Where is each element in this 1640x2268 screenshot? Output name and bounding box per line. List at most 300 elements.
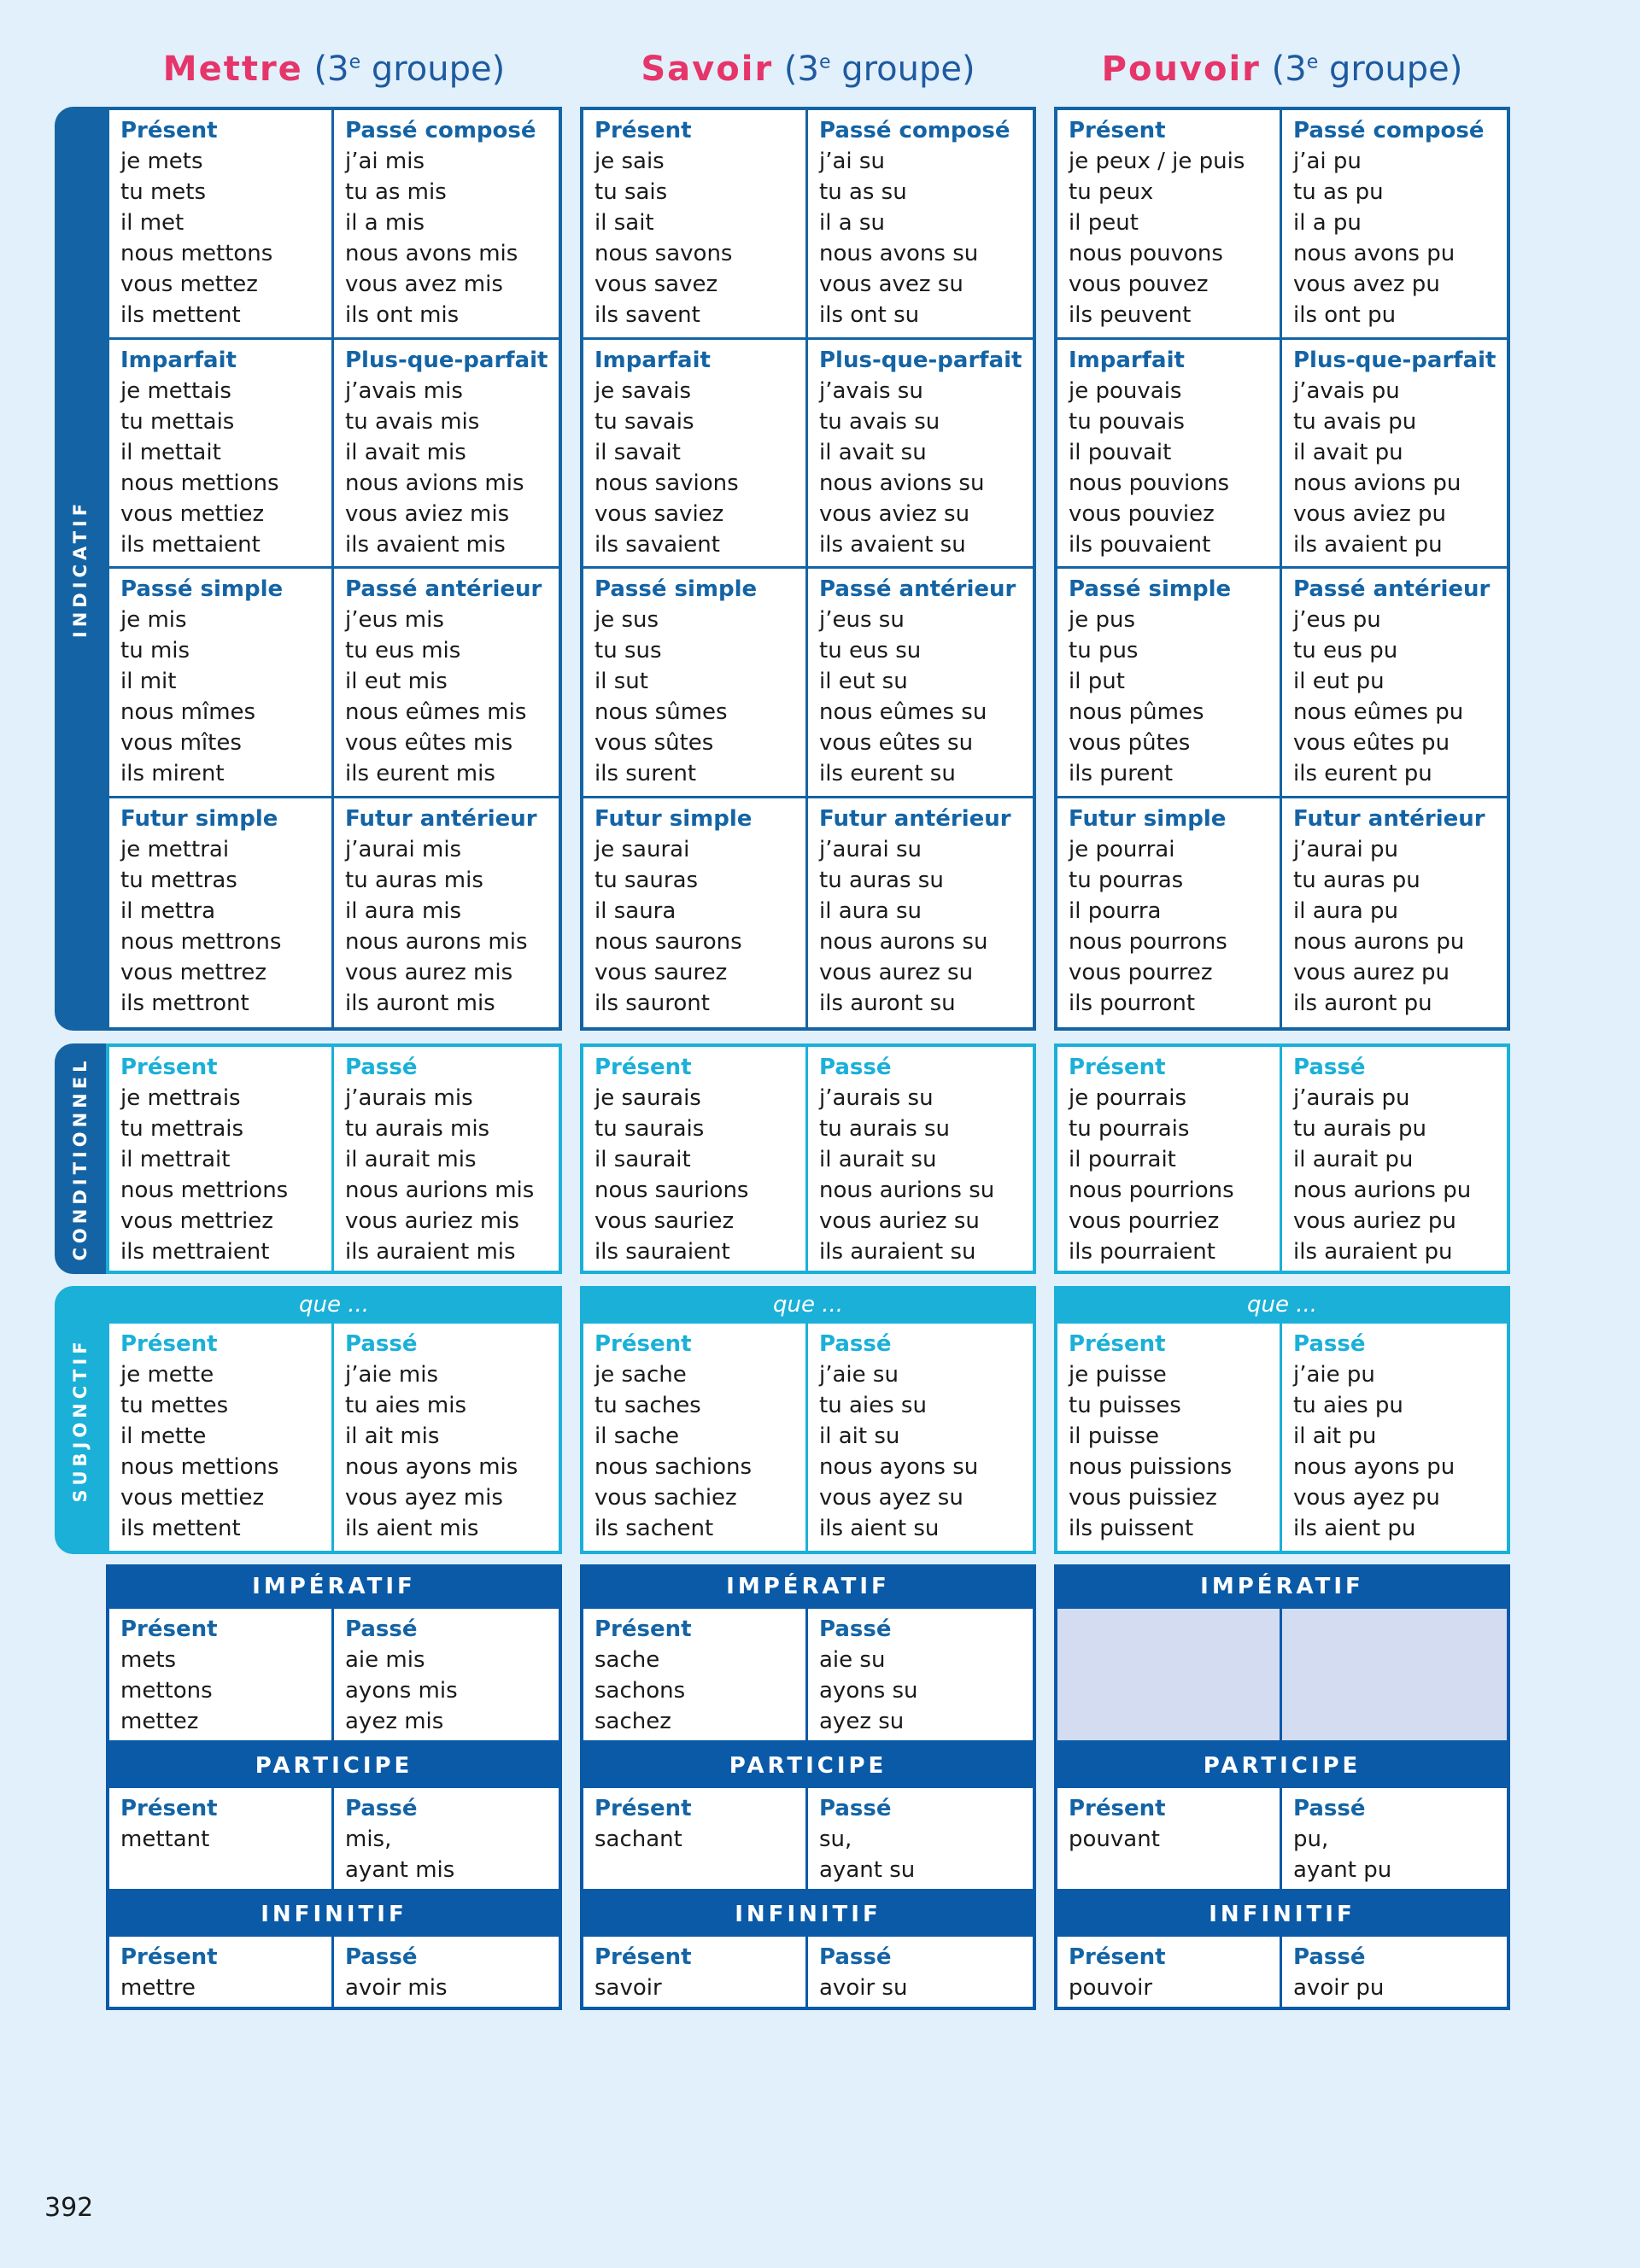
- conjugation-line: tu pourrais: [1069, 1116, 1190, 1142]
- conjugation-line: tu pouvais: [1069, 408, 1185, 435]
- tense-heading: Passé simple: [594, 576, 758, 602]
- conjugation-line: nous ayons mis: [345, 1454, 518, 1480]
- conjugation-line: mettant: [120, 1827, 210, 1852]
- tense-heading: Futur antérieur: [1293, 805, 1485, 832]
- infinitif-band: INFINITIF: [580, 1892, 1036, 1937]
- conjugation-line: vous aurez mis: [345, 959, 513, 985]
- conjugation-line: savoir: [594, 1975, 662, 2001]
- conjugation-line: vous aurez su: [819, 959, 974, 985]
- participe-cell: [808, 1788, 1033, 1889]
- tense-cell: [334, 569, 559, 798]
- participe-section: [106, 1788, 562, 1892]
- conjugation-line: je sais: [594, 149, 665, 174]
- imperatif-cell: [1057, 1609, 1282, 1740]
- conjugation-line: je pourrais: [1069, 1085, 1186, 1111]
- verb-name: Mettre: [162, 50, 303, 89]
- conjugation-line: tu pourras: [1069, 867, 1184, 893]
- conjugation-line: il mettrait: [120, 1147, 231, 1172]
- tense-heading: Passé composé: [345, 118, 536, 143]
- tense-heading: Futur antérieur: [819, 805, 1011, 832]
- conjugation-line: tu mis: [120, 638, 190, 663]
- imperatif-cell: [109, 1609, 334, 1740]
- tense-cell: [1282, 340, 1507, 570]
- tense-heading: Présent: [120, 1055, 218, 1080]
- conjugation-line: nous saurons: [594, 928, 742, 955]
- conjugation-line: il mettra: [120, 897, 216, 924]
- conjugation-line: vous aviez pu: [1293, 500, 1447, 527]
- conjugation-line: ayez su: [819, 1709, 905, 1734]
- conjugation-line: tu auras mis: [345, 867, 483, 893]
- conjugation-line: nous mettrions: [120, 1178, 289, 1203]
- conjugation-line: ils aient mis: [345, 1516, 479, 1541]
- tense-heading: Présent: [1069, 118, 1166, 143]
- conjugation-line: il sait: [594, 210, 654, 236]
- side-label-subjonctif-text: SUBJONCTIF: [70, 1337, 91, 1503]
- tense-heading: Passé: [1293, 1331, 1366, 1357]
- tense-cell: [334, 1324, 559, 1551]
- conjugation-line: tu sus: [594, 638, 662, 663]
- conjugation-line: vous mettiez: [120, 500, 265, 527]
- conjugation-line: tu peux: [1069, 179, 1154, 205]
- conjugation-line: ils avaient pu: [1293, 531, 1443, 558]
- conjugation-line: nous eûmes su: [819, 699, 987, 725]
- conjugation-line: il pourrait: [1069, 1147, 1176, 1172]
- conjugation-line: tu mettrais: [120, 1116, 244, 1142]
- conjugation-line: ils purent: [1069, 761, 1174, 786]
- conjugation-line: ils sauront: [594, 990, 710, 1016]
- conjugation-line: vous mettiez: [120, 1485, 265, 1511]
- conjugation-line: tu mets: [120, 179, 207, 205]
- tense-heading: Imparfait: [594, 347, 711, 373]
- conjugation-line: ils ont mis: [345, 302, 460, 328]
- conjugation-line: ils auront su: [819, 990, 956, 1016]
- conjugation-line: aie su: [819, 1647, 886, 1673]
- conjugation-line: vous sauriez: [594, 1208, 735, 1234]
- tense-heading: Présent: [120, 1796, 218, 1821]
- conjugation-line: ayons su: [819, 1678, 918, 1704]
- conjugation-line: pouvant: [1069, 1827, 1160, 1852]
- conjugation-line: je pouvais: [1069, 377, 1182, 404]
- infinitif-section: [1054, 1937, 1510, 2010]
- conjugation-line: je sus: [594, 607, 659, 633]
- conjugation-line: nous mettions: [120, 1454, 279, 1480]
- tense-heading: Présent: [120, 1944, 218, 1970]
- tense-heading: Présent: [120, 118, 218, 143]
- conjugation-line: je peux / je puis: [1069, 149, 1245, 174]
- imperatif-band: IMPÉRATIF: [1054, 1564, 1510, 1609]
- conjugation-line: nous avions pu: [1293, 470, 1461, 496]
- tense-cell: [334, 340, 559, 570]
- conjugation-line: tu avais su: [819, 408, 940, 435]
- conjugation-line: j’aie mis: [345, 1362, 439, 1388]
- conjugation-line: ils sachent: [594, 1516, 714, 1541]
- conjugation-line: nous aurions mis: [345, 1178, 535, 1203]
- conjugation-line: ils aient pu: [1293, 1516, 1416, 1541]
- conjugation-line: il mit: [120, 669, 177, 694]
- conjugation-line: tu puisses: [1069, 1393, 1181, 1418]
- conjugation-line: nous mettrons: [120, 928, 282, 955]
- conjugation-line: il saura: [594, 897, 676, 924]
- conjugation-line: vous aviez su: [819, 500, 970, 527]
- conjugation-line: ils avaient mis: [345, 531, 506, 558]
- conjugation-line: ils sauraient: [594, 1239, 730, 1265]
- conjugation-line: mettre: [120, 1975, 196, 2001]
- tense-heading: Imparfait: [1069, 347, 1185, 373]
- conjugation-line: vous puissiez: [1069, 1485, 1217, 1511]
- conjugation-line: ils pourraient: [1069, 1239, 1215, 1265]
- conjugation-line: ayant pu: [1293, 1857, 1392, 1883]
- conjugation-line: nous pouvons: [1069, 241, 1223, 266]
- imperatif-cell: [1282, 1609, 1507, 1740]
- verb-title: [580, 50, 1036, 89]
- conjugation-line: ils ont su: [819, 302, 920, 328]
- conditionnel-section: [1054, 1043, 1510, 1274]
- conjugation-line: nous pourrons: [1069, 928, 1227, 955]
- conjugation-line: tu mettras: [120, 867, 237, 893]
- conjugation-line: je mets: [120, 149, 203, 174]
- conjugation-line: tu avais pu: [1293, 408, 1417, 435]
- tense-cell: [334, 798, 559, 1028]
- conjugation-line: tu auras su: [819, 867, 944, 893]
- conjugation-line: tu eus su: [819, 638, 922, 663]
- conjugation-line: il sache: [594, 1423, 679, 1449]
- conjugation-line: il aura pu: [1293, 897, 1398, 924]
- imperatif-section: [106, 1609, 562, 1744]
- conjugation-line: il aurait mis: [345, 1147, 477, 1172]
- conjugation-line: nous ayons su: [819, 1454, 979, 1480]
- conjugation-line: tu as pu: [1293, 179, 1384, 205]
- conditionnel-section: [106, 1043, 562, 1274]
- conjugation-line: il mettait: [120, 439, 221, 465]
- conjugation-line: vous pourrez: [1069, 959, 1213, 985]
- tense-heading: Passé: [345, 1331, 418, 1357]
- tense-cell: [808, 798, 1033, 1028]
- conjugation-line: ils surent: [594, 761, 697, 786]
- tense-heading: Passé antérieur: [819, 576, 1016, 602]
- tense-heading: Passé simple: [120, 576, 284, 602]
- conjugation-line: nous aurions pu: [1293, 1178, 1472, 1203]
- conjugation-line: avoir su: [819, 1975, 908, 2001]
- imperatif-cell: [583, 1609, 808, 1740]
- infinitif-cell: [808, 1937, 1033, 2007]
- tense-cell: [109, 1324, 334, 1551]
- tense-cell: [1057, 1324, 1282, 1551]
- conjugation-line: j’aurais su: [819, 1085, 934, 1111]
- imperatif-section: [580, 1609, 1036, 1744]
- verb-group: (3e groupe): [783, 50, 975, 89]
- conditionnel-section: [580, 1043, 1036, 1274]
- conjugation-line: j’aurais mis: [345, 1085, 473, 1111]
- infinitif-section: [580, 1937, 1036, 2010]
- conjugation-line: je pus: [1069, 607, 1136, 633]
- tense-cell: [583, 1324, 808, 1551]
- conjugation-line: vous avez su: [819, 272, 964, 297]
- conjugation-line: ayez mis: [345, 1709, 444, 1734]
- conjugation-line: vous savez: [594, 272, 718, 297]
- tense-heading: Futur simple: [120, 805, 278, 832]
- conjugation-line: ils pourront: [1069, 990, 1196, 1016]
- conjugation-line: je mis: [120, 607, 187, 633]
- conjugation-line: vous eûtes pu: [1293, 730, 1450, 756]
- conjugation-line: nous aurions su: [819, 1178, 995, 1203]
- conjugation-line: il pouvait: [1069, 439, 1172, 465]
- conjugation-line: vous auriez pu: [1293, 1208, 1456, 1234]
- conjugation-line: il avait mis: [345, 439, 466, 465]
- infinitif-cell: [334, 1937, 559, 2007]
- tense-heading: Présent: [594, 1796, 692, 1821]
- conjugation-line: il a mis: [345, 210, 425, 236]
- conjugation-line: tu aies pu: [1293, 1393, 1403, 1418]
- conjugation-line: ils mettaient: [120, 531, 261, 558]
- tense-heading: Présent: [594, 1055, 692, 1080]
- conjugation-line: il ait mis: [345, 1423, 440, 1449]
- conjugation-line: nous pourrions: [1069, 1178, 1234, 1203]
- participe-cell: [1282, 1788, 1507, 1889]
- conjugation-line: sachez: [594, 1709, 671, 1734]
- tense-heading: Plus-que-parfait: [345, 347, 548, 373]
- conjugation-line: je mettrais: [120, 1085, 241, 1111]
- participe-section: [580, 1788, 1036, 1892]
- verb-title: [106, 50, 562, 89]
- conjugation-line: je mette: [120, 1362, 214, 1388]
- conjugation-line: tu aurais pu: [1293, 1116, 1426, 1142]
- imperatif-cell: [808, 1609, 1033, 1740]
- conjugation-line: il a su: [819, 210, 885, 236]
- conjugation-line: tu saches: [594, 1393, 701, 1418]
- conjugation-line: il avait pu: [1293, 439, 1403, 465]
- conjugation-line: avoir mis: [345, 1975, 448, 2001]
- conjugation-line: il aurait pu: [1293, 1147, 1414, 1172]
- tense-heading: Présent: [594, 1944, 692, 1970]
- conjugation-line: j’ai mis: [345, 149, 425, 174]
- tense-heading: Plus-que-parfait: [1293, 347, 1496, 373]
- conjugation-line: nous sachions: [594, 1454, 753, 1480]
- conjugation-line: nous saurions: [594, 1178, 749, 1203]
- conjugation-line: ils aient su: [819, 1516, 940, 1541]
- conjugation-line: ils savent: [594, 302, 700, 328]
- conjugation-line: ils eurent su: [819, 761, 956, 786]
- conjugation-line: vous mîtes: [120, 730, 242, 756]
- indicatif-section: [106, 107, 562, 1031]
- side-label-conditionnel-text: CONDITIONNEL: [70, 1056, 91, 1261]
- conjugation-line: tu savais: [594, 408, 694, 435]
- conjugation-line: nous mîmes: [120, 699, 256, 725]
- conjugation-line: aie mis: [345, 1647, 425, 1673]
- conjugation-line: mettez: [120, 1709, 199, 1734]
- conjugation-line: sachons: [594, 1678, 686, 1704]
- tense-cell: [808, 340, 1033, 570]
- side-label-subjonctif: [55, 1286, 106, 1554]
- tense-heading: Passé composé: [1293, 118, 1485, 143]
- subjonctif-que-bar: que ...: [1054, 1286, 1510, 1324]
- verb-group: (3e groupe): [313, 50, 506, 89]
- tense-heading: Présent: [1069, 1331, 1166, 1357]
- conjugation-line: il a pu: [1293, 210, 1362, 236]
- conjugation-line: nous pûmes: [1069, 699, 1204, 725]
- tense-heading: Futur antérieur: [345, 805, 537, 832]
- tense-heading: Passé: [345, 1796, 418, 1821]
- conjugation-line: nous aurons pu: [1293, 928, 1465, 955]
- tense-cell: [1282, 569, 1507, 798]
- tense-heading: Passé: [1293, 1055, 1366, 1080]
- conjugation-line: nous avons pu: [1293, 241, 1456, 266]
- conjugation-line: ils avaient su: [819, 531, 966, 558]
- conjugation-line: il ait pu: [1293, 1423, 1377, 1449]
- conjugation-line: sachant: [594, 1827, 682, 1852]
- conjugation-line: nous mettons: [120, 241, 273, 266]
- infinitif-cell: [109, 1937, 334, 2007]
- tense-heading: Passé: [819, 1796, 892, 1821]
- conjugation-line: il ait su: [819, 1423, 900, 1449]
- tense-cell: [1057, 569, 1282, 798]
- conjugation-line: nous avons mis: [345, 241, 518, 266]
- conjugation-line: tu eus mis: [345, 638, 461, 663]
- tense-cell: [808, 110, 1033, 340]
- tense-cell: [1057, 340, 1282, 570]
- tense-heading: Présent: [594, 1331, 692, 1357]
- conjugation-line: mettons: [120, 1678, 213, 1704]
- infinitif-band: INFINITIF: [1054, 1892, 1510, 1937]
- conjugation-line: je saurais: [594, 1085, 701, 1111]
- conjugation-line: j’aie su: [819, 1362, 899, 1388]
- subjonctif-section: [106, 1324, 562, 1554]
- conjugation-line: tu mettes: [120, 1393, 229, 1418]
- imperatif-section: [1054, 1609, 1510, 1744]
- conjugation-line: il savait: [594, 439, 681, 465]
- tense-cell: [1057, 110, 1282, 340]
- tense-cell: [808, 1324, 1033, 1551]
- participe-band: PARTICIPE: [1054, 1744, 1510, 1788]
- conjugation-line: il aura su: [819, 897, 922, 924]
- conjugation-line: il puisse: [1069, 1423, 1160, 1449]
- conjugation-line: j’eus mis: [345, 607, 444, 633]
- conjugation-line: nous eûmes pu: [1293, 699, 1464, 725]
- conjugation-line: tu sais: [594, 179, 668, 205]
- tense-heading: Futur simple: [1069, 805, 1227, 832]
- conjugation-line: tu eus pu: [1293, 638, 1398, 663]
- subjonctif-que-bar: que ...: [580, 1286, 1036, 1324]
- tense-heading: Passé: [345, 1944, 418, 1970]
- conjugation-line: ils eurent mis: [345, 761, 495, 786]
- conjugation-line: je mettrai: [120, 836, 230, 862]
- conjugation-line: tu sauras: [594, 867, 699, 893]
- tense-heading: Imparfait: [120, 347, 237, 373]
- conjugation-line: su,: [819, 1827, 852, 1852]
- tense-heading: Passé: [345, 1055, 418, 1080]
- conjugation-line: il peut: [1069, 210, 1139, 236]
- conjugation-line: ils mirent: [120, 761, 225, 786]
- tense-heading: Présent: [1069, 1055, 1166, 1080]
- conjugation-line: vous aurez pu: [1293, 959, 1450, 985]
- tense-heading: Plus-que-parfait: [819, 347, 1022, 373]
- conjugation-line: mis,: [345, 1827, 392, 1852]
- conjugation-line: ils auront mis: [345, 990, 495, 1016]
- conjugation-line: tu saurais: [594, 1116, 705, 1142]
- conjugation-line: tu mettais: [120, 408, 235, 435]
- tense-cell: [109, 569, 334, 798]
- conjugation-line: je savais: [594, 377, 692, 404]
- tense-heading: Passé simple: [1069, 576, 1232, 602]
- conjugation-line: il aura mis: [345, 897, 462, 924]
- conjugation-line: il aurait su: [819, 1147, 937, 1172]
- verb-name: Pouvoir: [1101, 50, 1261, 89]
- conjugation-line: vous pouviez: [1069, 500, 1215, 527]
- verb-group: (3e groupe): [1271, 50, 1463, 89]
- subjonctif-section: [580, 1324, 1036, 1554]
- tense-cell: [109, 1047, 334, 1271]
- conjugation-line: nous aurons mis: [345, 928, 528, 955]
- conjugation-line: ils eurent pu: [1293, 761, 1432, 786]
- participe-band: PARTICIPE: [580, 1744, 1036, 1788]
- conjugation-line: tu aies mis: [345, 1393, 466, 1418]
- conjugation-line: j’aurai su: [819, 836, 922, 862]
- tense-cell: [109, 340, 334, 570]
- conjugation-line: tu as mis: [345, 179, 447, 205]
- indicatif-section: [1054, 107, 1510, 1031]
- tense-heading: Futur simple: [594, 805, 753, 832]
- imperatif-band: IMPÉRATIF: [580, 1564, 1036, 1609]
- conjugation-line: vous pûtes: [1069, 730, 1191, 756]
- conjugation-line: tu as su: [819, 179, 907, 205]
- conjugation-line: il put: [1069, 669, 1125, 694]
- tense-heading: Passé antérieur: [345, 576, 542, 602]
- conjugation-line: ils mettent: [120, 302, 241, 328]
- conjugation-line: vous auriez mis: [345, 1208, 519, 1234]
- tense-heading: Présent: [120, 1616, 218, 1642]
- tense-heading: Passé: [819, 1055, 892, 1080]
- tense-cell: [1282, 1047, 1507, 1271]
- conjugation-line: il eut pu: [1293, 669, 1385, 694]
- conjugation-line: vous mettrez: [120, 959, 267, 985]
- tense-cell: [583, 798, 808, 1028]
- conjugation-line: nous ayons pu: [1293, 1454, 1456, 1480]
- conjugation-line: il avait su: [819, 439, 927, 465]
- tense-cell: [583, 569, 808, 798]
- verb-name: Savoir: [641, 50, 774, 89]
- conjugation-line: nous sûmes: [594, 699, 728, 725]
- conjugation-line: vous pouvez: [1069, 272, 1209, 297]
- participe-section: [1054, 1788, 1510, 1892]
- conjugation-line: tu avais mis: [345, 408, 480, 435]
- tense-cell: [808, 569, 1033, 798]
- conjugation-line: j’aurais pu: [1293, 1085, 1410, 1111]
- tense-heading: Présent: [1069, 1944, 1166, 1970]
- side-label-indicatif-text: INDICATIF: [70, 499, 91, 639]
- conjugation-line: je saurai: [594, 836, 690, 862]
- indicatif-section: [580, 107, 1036, 1031]
- conjugation-line: ayant su: [819, 1857, 916, 1883]
- conjugation-line: ils auront pu: [1293, 990, 1432, 1016]
- conjugation-line: nous eûmes mis: [345, 699, 527, 725]
- conjugation-line: ils savaient: [594, 531, 720, 558]
- conjugation-line: j’avais pu: [1293, 377, 1400, 404]
- tense-cell: [334, 1047, 559, 1271]
- conjugation-line: nous savons: [594, 241, 733, 266]
- conjugation-line: ils puissent: [1069, 1516, 1194, 1541]
- tense-cell: [583, 340, 808, 570]
- conjugation-line: nous pouvions: [1069, 470, 1230, 496]
- tense-cell: [1282, 798, 1507, 1028]
- tense-heading: Passé: [819, 1944, 892, 1970]
- conjugation-line: vous eûtes su: [819, 730, 974, 756]
- conjugation-line: ils pouvaient: [1069, 531, 1211, 558]
- conjugation-line: vous avez mis: [345, 272, 503, 297]
- conjugation-line: vous saviez: [594, 500, 724, 527]
- conjugation-line: vous ayez mis: [345, 1485, 503, 1511]
- conjugation-line: tu auras pu: [1293, 867, 1420, 893]
- participe-cell: [109, 1788, 334, 1889]
- side-label-conditionnel: [55, 1043, 106, 1274]
